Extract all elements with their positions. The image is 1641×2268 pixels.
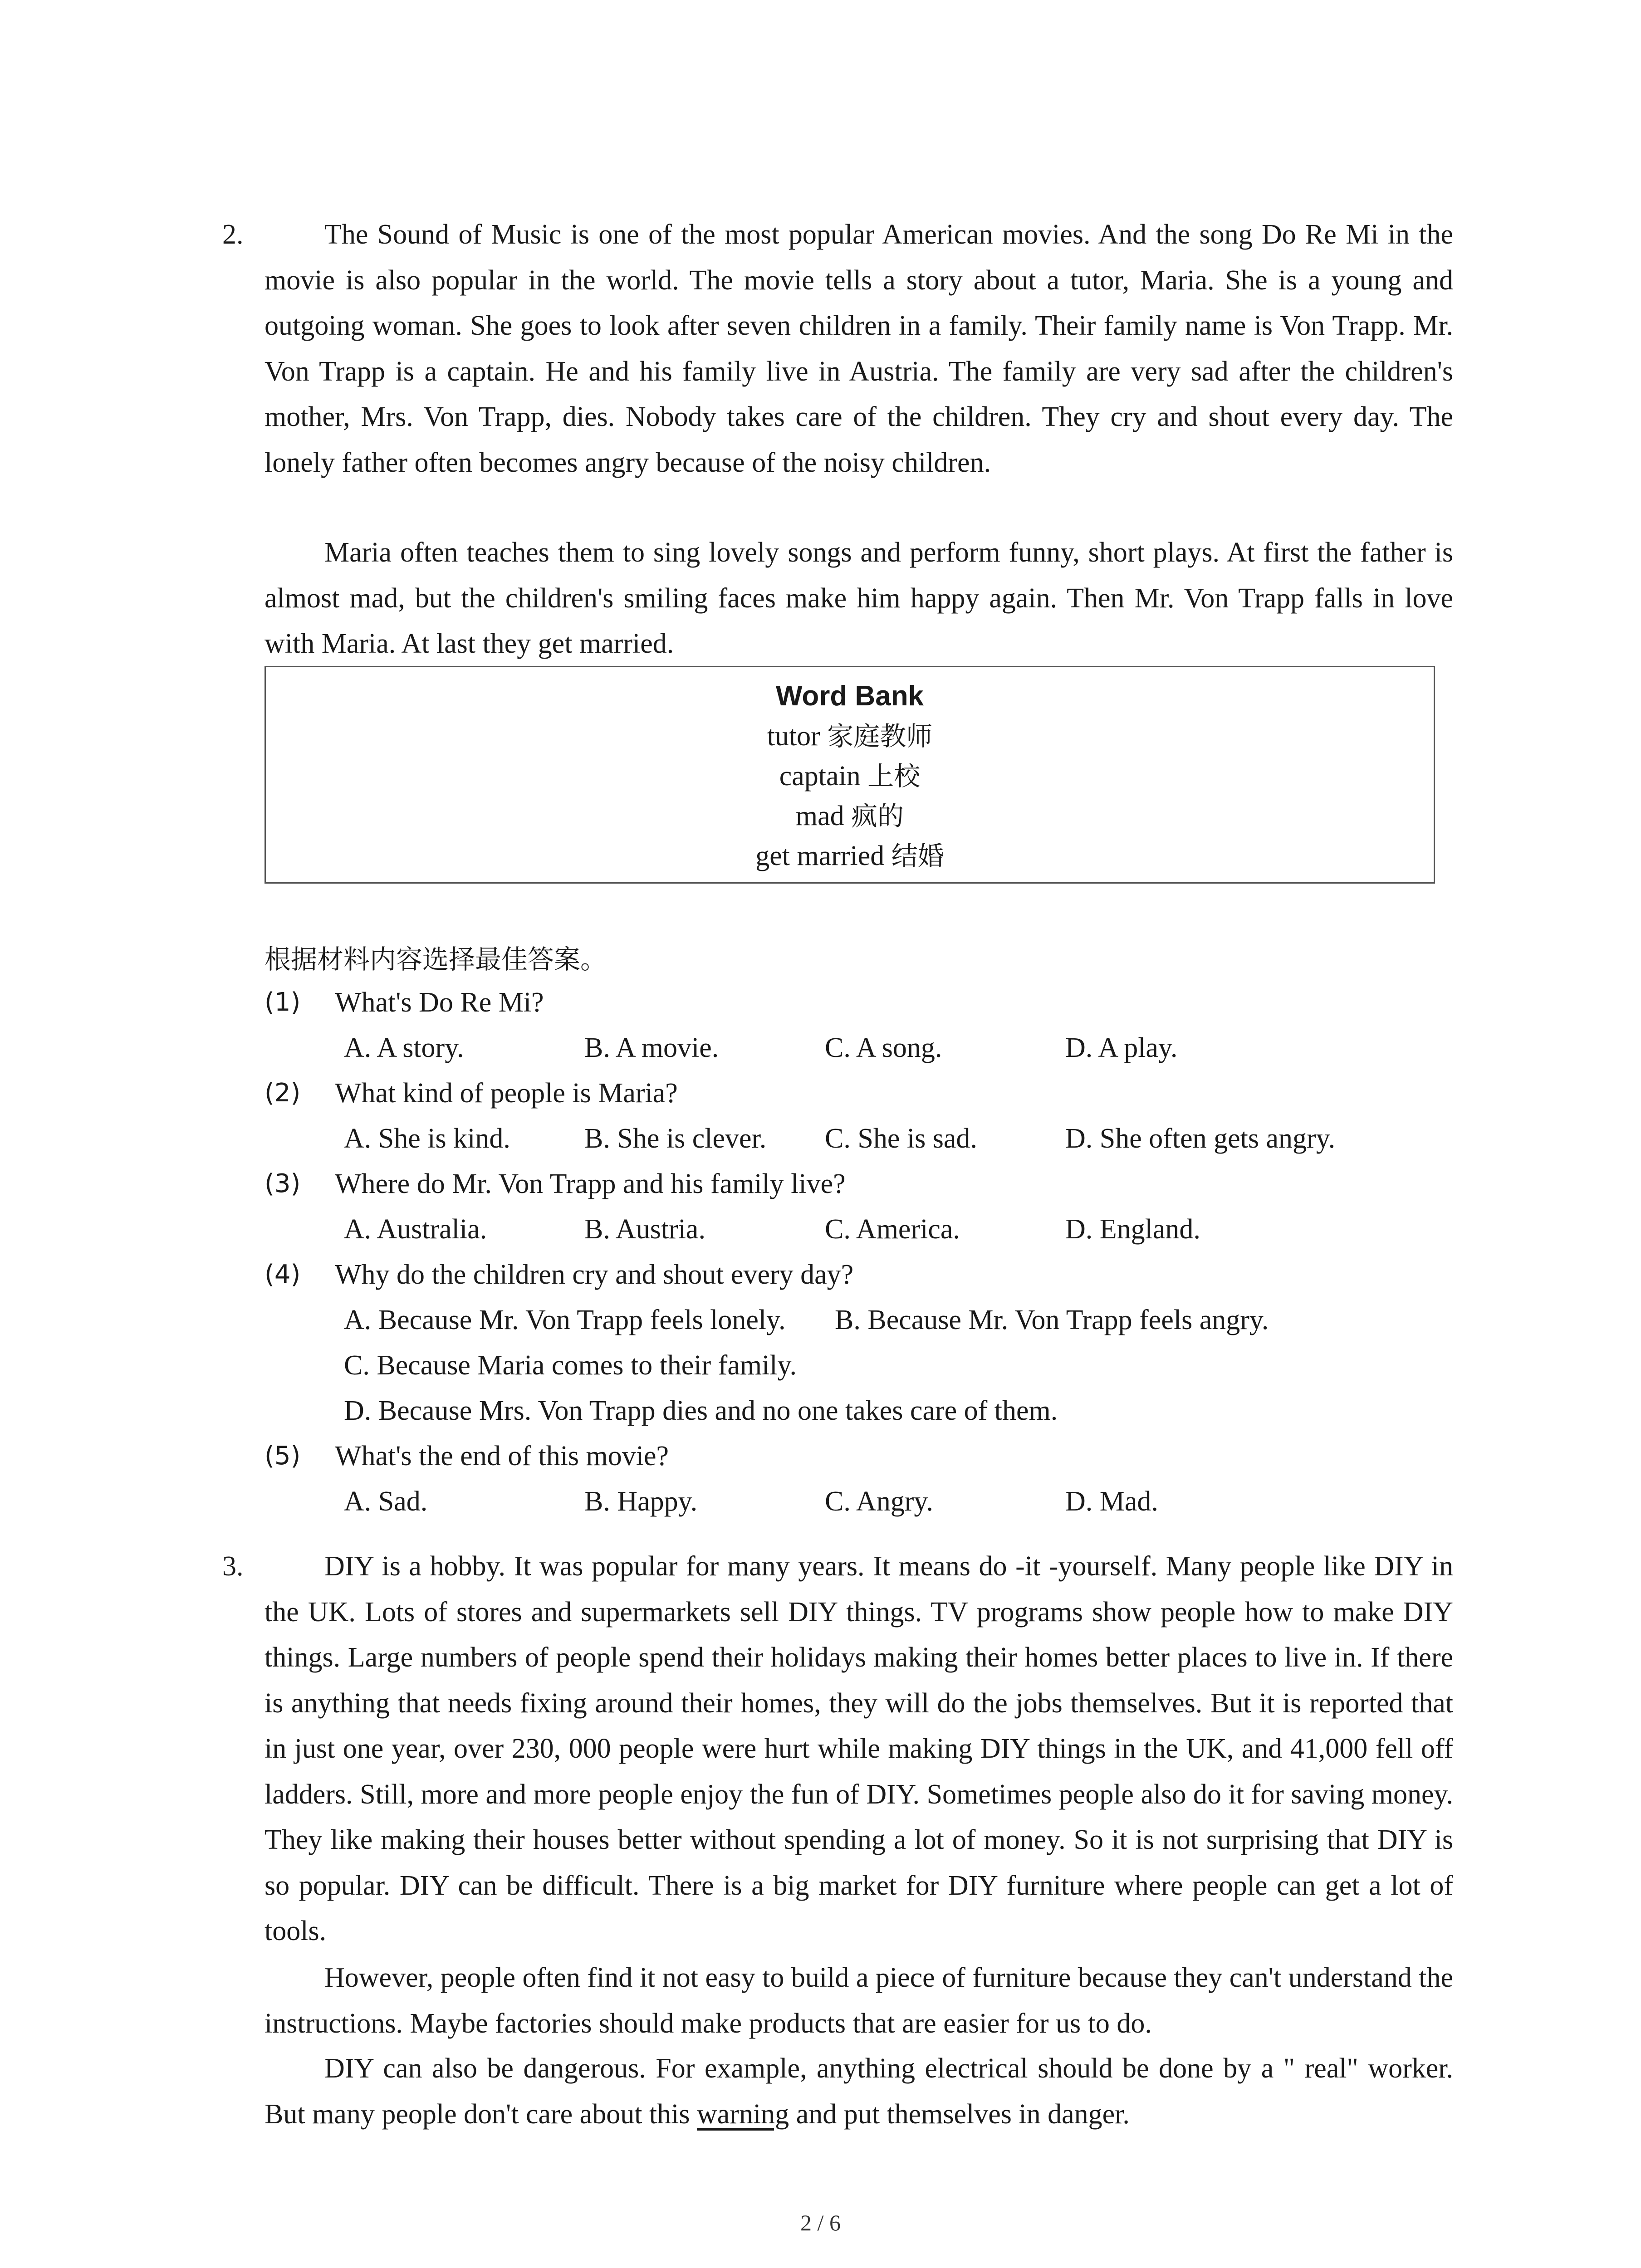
option-c: C. America. [825, 1214, 960, 1245]
option-d: D. A play. [1065, 1032, 1178, 1063]
option-b: B. A movie. [584, 1032, 719, 1063]
word-bank-entry [266, 836, 1434, 876]
question-2-paragraph-2: Maria often teaches them to sing lovely songs and perform funny, short plays. At first the father is almost mad, but the children's smiling faces make him happy again. Then Mr. Von Trapp falls in love with Maria. At last they get married. [265, 537, 1453, 659]
option-a: A. A story. [344, 1032, 464, 1063]
sub-question-number: (1) [265, 987, 301, 1017]
word-bank-box [265, 666, 1435, 884]
word-bank-entry [266, 716, 1434, 756]
word-bank-en: tutor [767, 721, 820, 752]
sub-question-number: (5) [265, 1441, 301, 1471]
word-bank-cn: 疯的 [851, 801, 904, 831]
sub-question-text: Where do Mr. Von Trapp and his family live? [335, 1168, 846, 1199]
word-bank-entry [266, 796, 1434, 836]
word-bank-cn: 结婚 [891, 841, 944, 871]
option-d: D. England. [1065, 1214, 1200, 1245]
paragraph-text: DIY can also be dangerous. For example, anything electrical should be done by a " real" worker. But many people don't care about this [265, 2053, 1453, 2130]
sub-question-text: What kind of people is Maria? [335, 1078, 678, 1109]
option-c: C. Angry. [825, 1486, 933, 1517]
sub-question-number: (4) [265, 1260, 301, 1289]
word-bank-entry [266, 756, 1434, 796]
option-c: C. A song. [825, 1032, 942, 1063]
option-d: D. She often gets angry. [1065, 1123, 1336, 1154]
option-b: B. She is clever. [584, 1123, 767, 1154]
word-bank-en: mad [795, 801, 844, 831]
question-3-paragraph-1: DIY is a hobby. It was popular for many years. It means do -it -yourself. Many people like DIY in the UK. Lots of stores and supermarkets sell DIY things. TV programs show people how to make DIY things. Large numbers of people spend their holidays making their homes better places to live in. If there is anything that needs fixing around their homes, they will do the jobs themselves. But it is reported that in just one year, over 230, 000 people were hurt while making DIY things in the UK, and 41,000 fell off ladders. Still, more and more people enjoy the fun of DIY. Sometimes people also do it for saving money. They like making their houses better without spending a lot of money. So it is not surprising that DIY is so popular. DIY can be difficult. There is a big market for DIY furniture where people can get a lot of tools. [265, 1551, 1453, 1946]
option-d: D. Because Mrs. Von Trapp dies and no one takes care of them. [344, 1395, 1058, 1426]
option-a: A. She is kind. [344, 1123, 510, 1154]
instruction-text: 根据材料内容选择最佳答案。 [265, 944, 607, 975]
word-bank-title: Word Bank [775, 680, 924, 712]
option-b: B. Austria. [584, 1214, 705, 1245]
word-bank-en: get married [755, 841, 885, 871]
sub-question-text: Why do the children cry and shout every day? [335, 1259, 854, 1290]
word-bank-cn: 家庭教师 [827, 721, 933, 752]
option-b: B. Happy. [584, 1486, 698, 1517]
question-2-paragraph-1: The Sound of Music is one of the most popular American movies. And the song Do Re Mi in the movie is also popular in the world. The movie tells a story about a tutor, Maria. She is a young and outgoing woman. She goes to look after seven children in a family. Their family name is Von Trapp. Mr. Von Trapp is a captain. He and his family live in Austria. The family are very sad after the children's mother, Mrs. Von Trapp, dies. Nobody takes care of the children. They cry and shout every day. The lonely father often becomes angry because of the noisy children. [265, 219, 1453, 478]
word-bank-cn: 上校 [867, 761, 921, 792]
option-a: A. Australia. [344, 1214, 487, 1245]
option-c: C. She is sad. [825, 1123, 977, 1154]
option-d: D. Mad. [1065, 1486, 1158, 1517]
option-a: A. Sad. [344, 1486, 428, 1517]
question-2-number: 2. [222, 219, 244, 250]
option-b: B. Because Mr. Von Trapp feels angry. [835, 1305, 1269, 1335]
sub-question-text: What's Do Re Mi? [335, 987, 544, 1018]
sub-question-text: What's the end of this movie? [335, 1441, 669, 1471]
question-3-paragraph-3 [265, 2046, 1453, 2137]
word-bank-en: captain [779, 761, 861, 792]
underlined-word: warning [697, 2098, 789, 2130]
option-c: C. Because Maria comes to their family. [344, 1350, 797, 1381]
question-3-paragraph-2: However, people often find it not easy to build a piece of furniture because they can't understand the instructions. Maybe factories should make products that are easier for us to do. [265, 1962, 1453, 2039]
page-number: 2 / 6 [800, 2210, 841, 2235]
sub-question-number: (2) [265, 1078, 301, 1108]
option-a: A. Because Mr. Von Trapp feels lonely. [344, 1305, 786, 1335]
question-3-number: 3. [222, 1551, 244, 1582]
paragraph-text: and put themselves in danger. [789, 2098, 1130, 2130]
sub-question-number: (3) [265, 1169, 301, 1198]
